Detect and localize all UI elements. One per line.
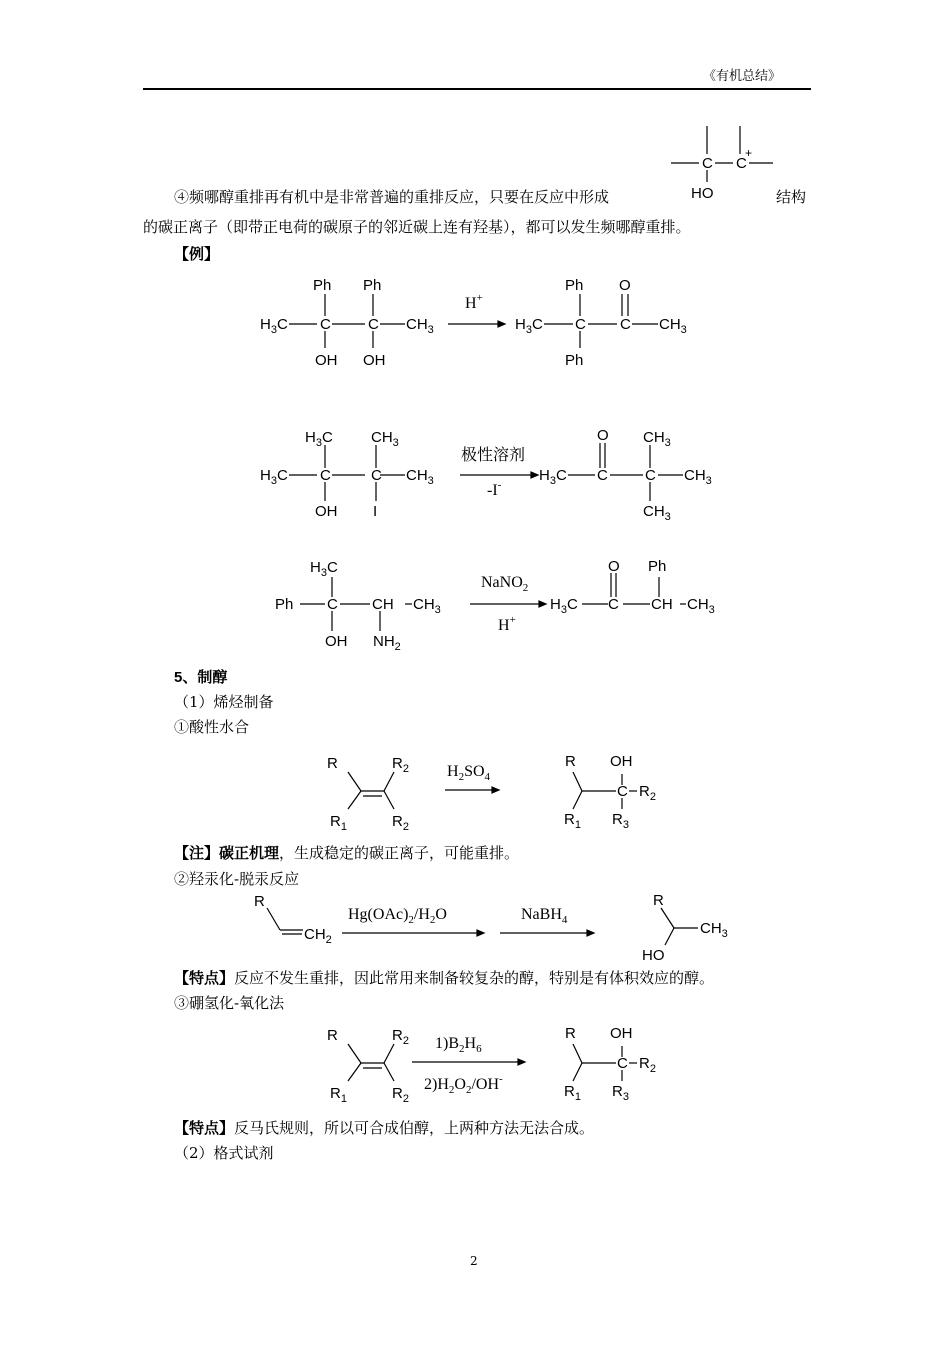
- svg-text:R: R: [254, 893, 265, 910]
- svg-text:C: C: [645, 467, 656, 484]
- reaction-pinacol: [255, 272, 715, 377]
- svg-text:CH3: $CH_3$: [413, 596, 441, 616]
- reagent-h-plus: H+: [498, 614, 516, 634]
- reaction-oxymercuration: [245, 890, 745, 965]
- svg-text:OH: OH: [315, 352, 338, 369]
- svg-text:H3C: $H_3C$: [550, 596, 578, 616]
- svg-text:CH: CH: [651, 596, 673, 613]
- svg-text:C: C: [597, 467, 608, 484]
- ho-group: HO: [691, 185, 714, 202]
- svg-text:H3C: $H_3C$: [310, 559, 338, 579]
- svg-text:CH3: $CH_3$: [643, 503, 671, 523]
- reagent-h-plus: H+: [465, 292, 483, 312]
- svg-text:CH3: $CH_3$: [371, 429, 399, 449]
- svg-text:R3: $R_3$: [612, 811, 629, 831]
- svg-text:R3: $R_3$: [612, 1083, 629, 1103]
- svg-text:CH3: $CH_3$: [687, 596, 715, 616]
- intro-line2: 的碳正离子（即带正电荷的碳原子的邻近碳上连有羟基），都可以发生频哪醇重排。: [143, 218, 691, 236]
- svg-text:C: C: [371, 467, 382, 484]
- svg-text:Ph: Ph: [275, 596, 294, 613]
- example-label: 【例】: [174, 245, 220, 263]
- svg-text:R1: $R_1$: [330, 1085, 347, 1105]
- reagent-b2h6: $1)B_2H_6$: [435, 1035, 482, 1055]
- svg-text:OH: OH: [610, 753, 633, 770]
- svg-text:R: R: [565, 1025, 576, 1042]
- subsection-grignard: （2）格式试剂: [174, 1144, 274, 1162]
- reagent-h2o2: $2)H_2O_2/OH^-$: [424, 1073, 503, 1096]
- svg-text:OH: OH: [610, 1025, 633, 1042]
- svg-text:H3C: $H_3C$: [260, 316, 288, 336]
- reagent-nabh4: NaBH$_4$: [521, 906, 568, 926]
- svg-text:CH: CH: [372, 596, 394, 613]
- svg-text:O: O: [597, 427, 609, 444]
- svg-text:NH2: $NH_2$: [373, 633, 401, 653]
- svg-text:R1: $R_1$: [330, 813, 347, 833]
- svg-text:OH: OH: [363, 352, 386, 369]
- svg-text:CH2: $CH_2$: [304, 926, 332, 946]
- svg-text:H3C: $H_3C$: [305, 429, 333, 449]
- reagent-polar-solvent: 极性溶剂: [461, 447, 526, 464]
- c-atom: C: [736, 155, 747, 172]
- reagent-hg-oac: $Hg(OAc)_2/H_2O$: [348, 906, 447, 926]
- svg-text:HO: HO: [642, 947, 665, 964]
- svg-text:R2: $R_2$: [392, 1085, 409, 1105]
- svg-text:Ph: Ph: [313, 277, 332, 294]
- header-rule: [143, 88, 811, 90]
- svg-text:C: C: [327, 596, 338, 613]
- reaction-nano2: [270, 555, 740, 655]
- svg-text:R1: $R_1$: [564, 811, 581, 831]
- intro-line1-end: 结构: [776, 188, 807, 206]
- svg-text:R2: $R_2$: [392, 755, 409, 775]
- svg-text:CH3: $CH_3$: [659, 316, 687, 336]
- svg-text:I: I: [373, 503, 378, 520]
- svg-text:R2: $R_2$: [639, 783, 656, 803]
- svg-text:OH: OH: [315, 503, 338, 520]
- reaction-polar-solvent: [255, 425, 725, 525]
- svg-text:H3C: $H_3C$: [260, 467, 288, 487]
- svg-text:C: C: [617, 783, 628, 800]
- svg-text:C: C: [617, 1055, 628, 1072]
- svg-text:R: R: [565, 753, 576, 770]
- svg-text:CH3: $CH_3$: [700, 920, 728, 940]
- item-oxymercuration: ②羟汞化-脱汞反应: [174, 870, 300, 888]
- svg-text:C: C: [620, 316, 631, 333]
- svg-text:R: R: [327, 755, 338, 772]
- svg-text:C: C: [320, 467, 331, 484]
- svg-text:R: R: [653, 892, 664, 909]
- svg-text:Ph: Ph: [648, 558, 667, 575]
- svg-text:Ph: Ph: [565, 277, 584, 294]
- subsection-alkene: （1）烯烃制备: [174, 693, 274, 711]
- svg-text:R2: $R_2$: [392, 1027, 409, 1047]
- reaction-acid-hydration: [320, 745, 680, 835]
- svg-text:R1: $R_1$: [564, 1083, 581, 1103]
- svg-text:OH: OH: [325, 633, 348, 650]
- reagent-h2so4: $H_2SO_4$: [447, 763, 491, 783]
- note-carbocation: 【注】碳正机理，生成稳定的碳正离子，可能重排。: [174, 844, 520, 862]
- svg-text:H3C: $H_3C$: [515, 316, 543, 336]
- page-number: 2: [470, 1254, 478, 1268]
- svg-text:O: O: [619, 277, 631, 294]
- svg-text:CH3: $CH_3$: [684, 467, 712, 487]
- reaction-hydroboration: [320, 1018, 680, 1108]
- reagent-iodide: -I-: [487, 479, 502, 499]
- intro-line1: ④频哪醇重排再有机中是非常普遍的重排反应，只要在反应中形成: [174, 188, 610, 206]
- svg-text:C: C: [368, 316, 379, 333]
- svg-text:CH3: $CH_3$: [406, 467, 434, 487]
- carbocation-structure: [665, 120, 785, 205]
- note-no-rearrangement: 【特点】反应不发生重排，因此常用来制备较复杂的醇，特别是有体积效应的醇。: [174, 969, 715, 987]
- svg-text:R2: $R_2$: [639, 1055, 656, 1075]
- svg-text:CH3: $CH_3$: [406, 316, 434, 336]
- plus-charge: +: [745, 146, 753, 160]
- item-acid-hydration: ①酸性水合: [174, 718, 250, 736]
- svg-text:H3C: $H_3C$: [539, 467, 567, 487]
- svg-text:C: C: [575, 316, 586, 333]
- svg-text:C: C: [320, 316, 331, 333]
- header-title: 《有机总结》: [703, 69, 782, 84]
- section-heading: 5、制醇: [174, 669, 228, 686]
- svg-text:CH3: $CH_3$: [643, 429, 671, 449]
- svg-text:R: R: [327, 1027, 338, 1044]
- note-anti-markovnikov: 【特点】反马氏规则，所以可合成伯醇，上两种方法无法合成。: [174, 1119, 595, 1137]
- svg-text:Ph: Ph: [565, 352, 584, 369]
- c-atom: C: [702, 155, 713, 172]
- item-hydroboration: ③硼氢化-氧化法: [174, 994, 285, 1012]
- svg-text:O: O: [608, 558, 620, 575]
- reagent-nano2: NaNO$_2$: [481, 574, 529, 594]
- svg-text:R2: $R_2$: [392, 813, 409, 833]
- svg-text:Ph: Ph: [363, 277, 382, 294]
- svg-text:C: C: [608, 596, 619, 613]
